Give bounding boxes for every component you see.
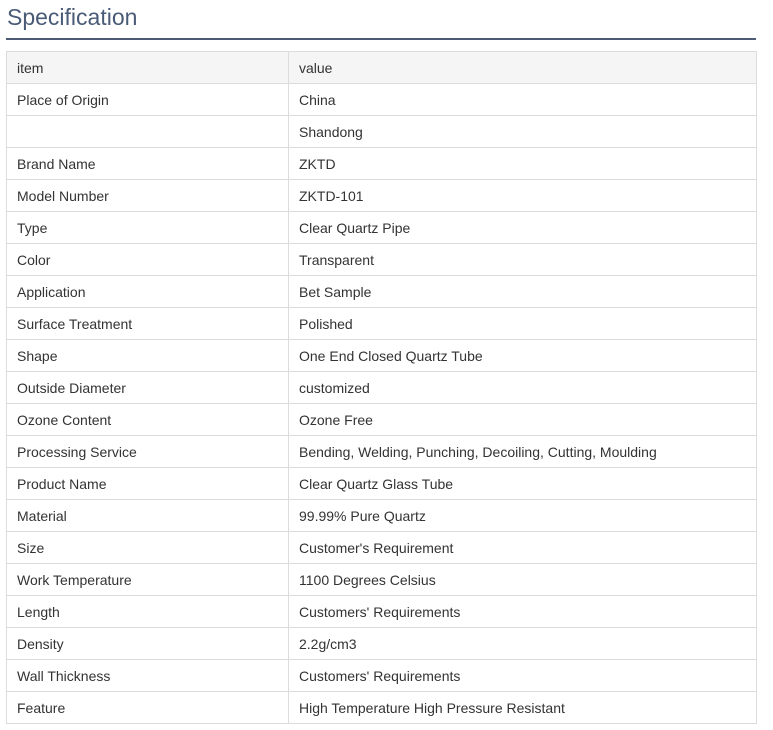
spec-value-cell: Customers' Requirements xyxy=(289,596,757,628)
table-row xyxy=(7,244,757,276)
spec-value-cell: 1100 Degrees Celsius xyxy=(289,564,757,596)
table-row xyxy=(7,468,757,500)
table-row xyxy=(7,660,757,692)
table-row xyxy=(7,628,757,660)
column-header-item: item xyxy=(7,52,289,84)
spec-item-cell: Feature xyxy=(7,692,289,724)
spec-item-cell: Model Number xyxy=(7,180,289,212)
table-row xyxy=(7,340,757,372)
table-row xyxy=(7,212,757,244)
table-row xyxy=(7,436,757,468)
table-row xyxy=(7,596,757,628)
spec-value-cell: ZKTD xyxy=(289,148,757,180)
spec-item-cell: Surface Treatment xyxy=(7,308,289,340)
specification-table xyxy=(6,51,757,724)
table-header-row xyxy=(7,52,757,84)
spec-value-cell: High Temperature High Pressure Resistant xyxy=(289,692,757,724)
table-row xyxy=(7,276,757,308)
spec-value-cell: Clear Quartz Pipe xyxy=(289,212,757,244)
spec-item-cell: Type xyxy=(7,212,289,244)
spec-value-cell: Customer's Requirement xyxy=(289,532,757,564)
spec-value-cell: China xyxy=(289,84,757,116)
spec-value-cell: Customers' Requirements xyxy=(289,660,757,692)
spec-item-cell: Processing Service xyxy=(7,436,289,468)
spec-item-cell: Place of Origin xyxy=(7,84,289,116)
table-body xyxy=(7,52,757,724)
table-row xyxy=(7,372,757,404)
spec-item-cell: Material xyxy=(7,500,289,532)
spec-item-cell: Product Name xyxy=(7,468,289,500)
spec-item-cell: Shape xyxy=(7,340,289,372)
spec-value-cell: 99.99% Pure Quartz xyxy=(289,500,757,532)
spec-value-cell: ZKTD-101 xyxy=(289,180,757,212)
spec-value-cell: Shandong xyxy=(289,116,757,148)
spec-item-cell: Density xyxy=(7,628,289,660)
spec-item-cell: Application xyxy=(7,276,289,308)
spec-item-cell: Brand Name xyxy=(7,148,289,180)
spec-value-cell: Ozone Free xyxy=(289,404,757,436)
table-row xyxy=(7,84,757,116)
table-row xyxy=(7,180,757,212)
section-title: Specification xyxy=(7,4,138,30)
table-row xyxy=(7,116,757,148)
spec-value-cell: Transparent xyxy=(289,244,757,276)
spec-item-cell xyxy=(7,116,289,148)
table-row xyxy=(7,692,757,724)
table-row xyxy=(7,532,757,564)
spec-item-cell: Outside Diameter xyxy=(7,372,289,404)
spec-item-cell: Size xyxy=(7,532,289,564)
spec-value-cell: Bet Sample xyxy=(289,276,757,308)
spec-item-cell: Work Temperature xyxy=(7,564,289,596)
spec-item-cell: Color xyxy=(7,244,289,276)
table-row xyxy=(7,404,757,436)
column-header-value: value xyxy=(289,52,757,84)
table-row xyxy=(7,564,757,596)
spec-value-cell: 2.2g/cm3 xyxy=(289,628,757,660)
title-divider xyxy=(6,38,756,40)
table-row xyxy=(7,500,757,532)
spec-item-cell: Ozone Content xyxy=(7,404,289,436)
spec-value-cell: Bending, Welding, Punching, Decoiling, Cutting, Moulding xyxy=(289,436,757,468)
spec-value-cell: Polished xyxy=(289,308,757,340)
spec-item-cell: Wall Thickness xyxy=(7,660,289,692)
spec-item-cell: Length xyxy=(7,596,289,628)
spec-value-cell: One End Closed Quartz Tube xyxy=(289,340,757,372)
table-row xyxy=(7,308,757,340)
spec-value-cell: customized xyxy=(289,372,757,404)
spec-value-cell: Clear Quartz Glass Tube xyxy=(289,468,757,500)
table-row xyxy=(7,148,757,180)
